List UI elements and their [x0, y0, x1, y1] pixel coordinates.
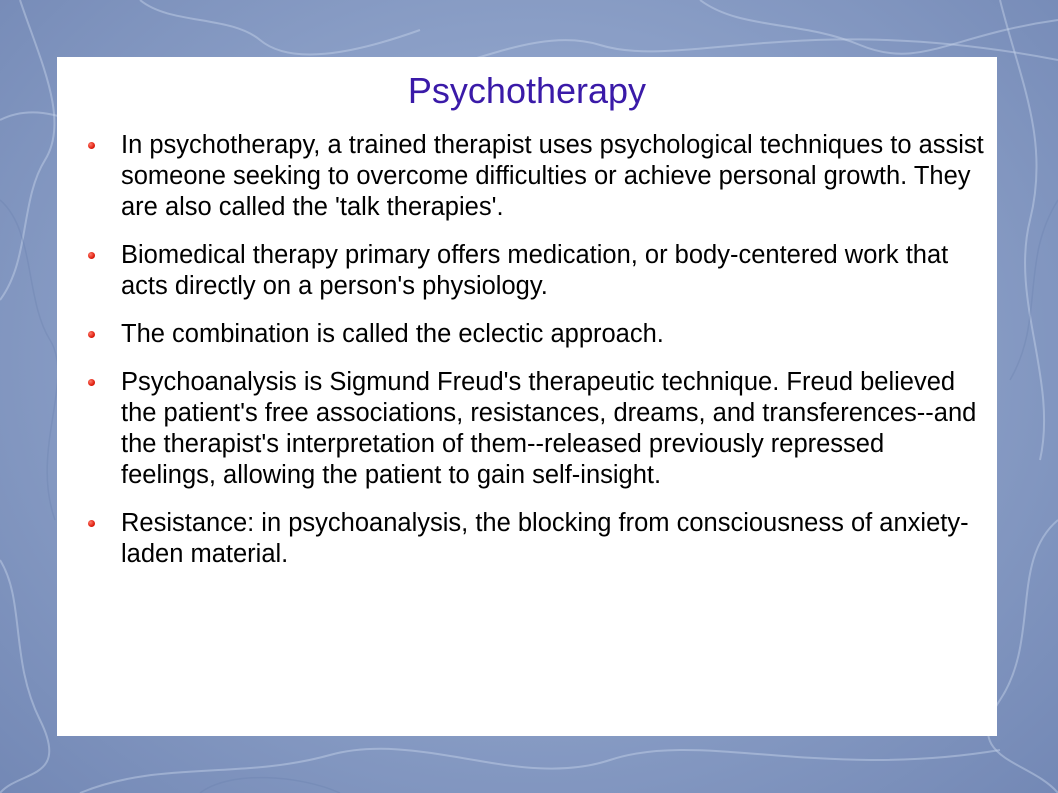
bullet-dot-icon — [88, 142, 95, 149]
bullet-text: Biomedical therapy primary offers medication, or body-centered work that acts directly on a person's physiology. — [121, 241, 949, 300]
slide-title: Psychotherapy — [407, 70, 647, 111]
bullet-dot-icon — [88, 252, 95, 259]
bullet-text: Psychoanalysis is Sigmund Freud's therapeutic technique. Freud believed the patient's free associations, resistances, dreams, and transferences--and the therapist's interpretation of them--released previously repressed feelings, allowing the patient to gain self-insight. — [121, 368, 977, 489]
bullet-text: The combination is called the eclectic approach. — [121, 320, 664, 348]
list-item — [57, 508, 997, 570]
bullet-text: Resistance: in psychoanalysis, the blocking from consciousness of anxiety-laden material. — [121, 509, 969, 568]
bullet-dot-icon — [88, 520, 95, 527]
bullet-dot-icon — [88, 331, 95, 338]
bullet-text: In psychotherapy, a trained therapist uses psychological techniques to assist someone seeking to overcome difficulties or achieve personal growth. They are also called the 'talk therapies'. — [121, 131, 984, 221]
slide-content-panel — [57, 57, 997, 736]
list-item — [57, 319, 997, 350]
bullet-list — [57, 130, 997, 587]
bullet-dot-icon — [88, 379, 95, 386]
list-item — [57, 240, 997, 302]
list-item — [57, 367, 997, 491]
list-item — [57, 130, 997, 223]
